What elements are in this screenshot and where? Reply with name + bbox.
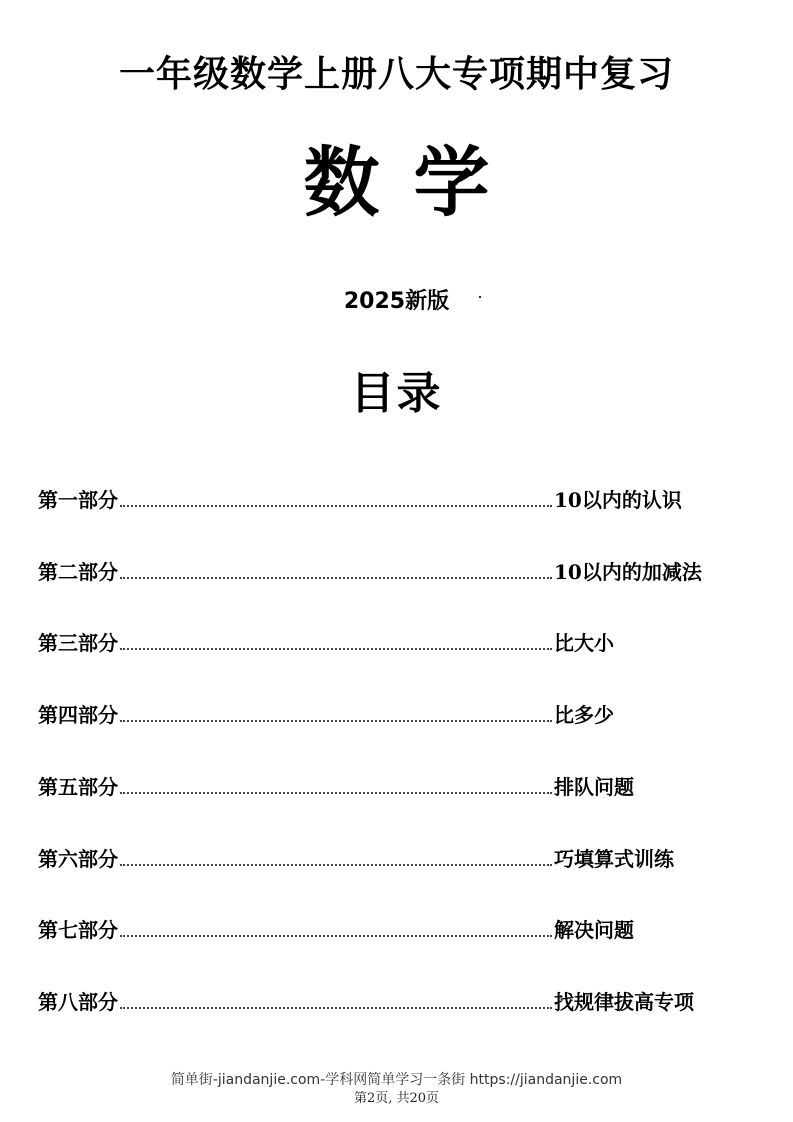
toc-part-label: 第四部分 [38,703,118,727]
toc-topic-label: 比大小 [554,631,614,655]
footer-site-text: 简单街-jiandanjie.com-学科网简单学习一条街 https://jiandanjie.com [170,1072,623,1088]
toc-topic-label: 找规律拔高专项 [554,990,694,1014]
toc-part-label: 第七部分 [38,918,118,942]
edition-label: 2025新版 [343,289,450,314]
toc-entry-4 [38,697,750,729]
toc-part-label: 第三部分 [38,631,118,655]
subject-title: 数学 [303,138,524,227]
toc-dot-leader [120,935,552,937]
toc-entry-2 [38,554,750,586]
toc-part-label: 第五部分 [38,775,118,799]
toc-part-label: 第六部分 [38,847,118,871]
toc-topic-label: 10以内的加减法 [554,560,702,584]
document-title: 一年级数学上册八大专项期中复习 [118,53,674,95]
toc-dot-leader [120,577,552,579]
toc-topic-label: 巧填算式训练 [554,847,674,871]
toc-entry-6 [38,841,750,873]
footer-page-number: 第2页, 共20页 [353,1091,440,1106]
toc-topic-label: 解决问题 [554,918,634,942]
toc-part-label: 第一部分 [38,488,118,512]
toc-dot-leader [120,792,552,794]
toc-dot-leader [120,864,552,866]
toc-entry-3 [38,625,750,657]
toc-part-label: 第八部分 [38,990,118,1014]
toc-dot-leader [120,648,552,650]
toc-entry-8 [38,984,750,1016]
toc-topic-label: 比多少 [554,703,614,727]
toc-entry-1 [38,482,750,514]
toc-topic-label: 10以内的认识 [554,488,682,512]
toc-entry-5 [38,769,750,801]
toc-heading: 目录 [350,368,443,419]
toc-part-label: 第二部分 [38,560,118,584]
toc-dot-leader [120,720,552,722]
toc-dot-leader [120,505,552,507]
toc-dot-leader [120,1007,552,1009]
toc-entry-7 [38,912,750,944]
toc-topic-label: 排队问题 [554,775,634,799]
